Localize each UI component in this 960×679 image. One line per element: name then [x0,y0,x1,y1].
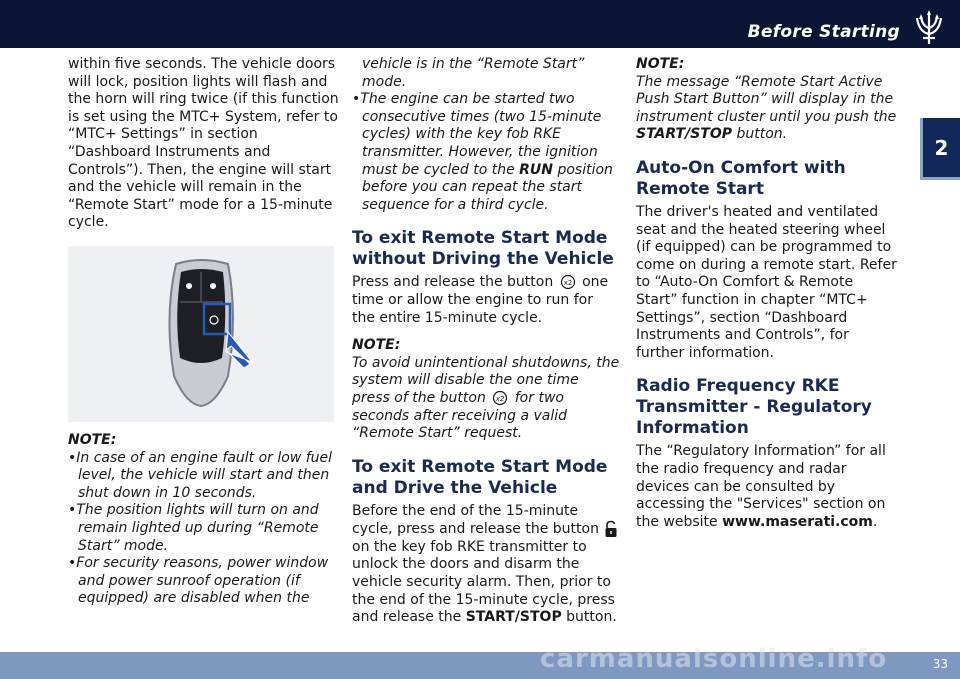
note-active-a: The message “Remote Start Active Push Start Button” will display in the instrument cluster until you push the [636,73,897,125]
exit2-paragraph [352,503,620,627]
note-shutdowns [352,355,620,443]
bullet-engine-fault: • In case of an engine fault or low fuel level, the vehicle will start and then shut down in 10 seconds. [68,450,340,503]
section-title: Before Starting [747,22,900,42]
remote-start-x2-icon [558,274,578,290]
bullet-two-cycles [352,91,620,214]
run-label: RUN [519,161,554,178]
bullet-continuation: vehicle is in the “Remote Start” mode. [362,56,585,90]
heading-exit-without-driving: To exit Remote Start Mode without Driving the Vehicle [352,228,614,270]
maserati-website-link[interactable]: www.maserati.com [722,513,873,530]
watermark: carmanualsonline.info [540,644,888,674]
bullet-security: • For security reasons, power window and power sunroof operation (if equipped) are disabled when the [68,555,340,608]
key-fob-illustration [68,246,334,422]
exit2-text-a: Before the end of the 15-minute cycle, press and release the button [352,502,599,538]
page-number: 33 [932,657,948,671]
note-shutdowns-b: for two seconds after receiving a valid “Remote Start” request. [352,389,568,442]
exit1-text-a: Press and release the button [352,274,554,291]
auto-on-paragraph: The driver's heated and ventilated seat and the heated steering wheel (if equipped) can be programmed to come on during a remote start. Refer to “Auto-On Comfort & Remote Start” function in chapter “MTC+ Settings”, section “Dashboard Instruments and Controls”, for further information. [636,203,897,361]
column-3 [636,56,898,531]
radio-text-a: The “Regulatory Information” for all the radio frequency and radar devices can be consulted by accessing the "Services" section on the website [636,443,886,530]
remote-start-x2-icon [490,390,510,406]
heading-auto-on-comfort: Auto-On Comfort with Remote Start [636,157,846,199]
column-1 [68,56,340,608]
bullet-two-cycles-a: The engine can be started two consecutive times (two 15-minute cycles) with the key fob RKE transmitter. However, the ignition must be cycled to the [360,91,602,178]
maserati-trident-icon [912,8,946,46]
exit2-text-b: on the key fob RKE transmitter to unlock the doors and disarm the vehicle security alarm. Then, prior to the end of the 15-minute cycle, press and release the [352,538,615,626]
radio-text-b: . [872,513,878,530]
note-label-2: NOTE: [352,337,401,354]
note-shutdowns-a: To avoid unintentional shutdowns, the system will disable the one time press of the button [352,354,620,406]
note-active-b: button. [732,126,788,143]
svg-text:x2: x2 [495,394,505,403]
note-label: NOTE: [68,431,117,448]
exit1-text-b: one time or allow the engine to run for the entire 15-minute cycle. [352,274,609,326]
exit2-text-c: button. [561,609,617,626]
start-stop-label: START/STOP [465,609,562,626]
exit1-paragraph [352,274,620,327]
bullet-position-lights: • The position lights will turn on and remain lighted up during “Remote Start” mode. [68,502,340,555]
chapter-tab: 2 [920,118,960,180]
heading-radio-frequency: Radio Frequency RKE Transmitter - Regulatory Information [636,376,872,439]
intro-paragraph: within five seconds. The vehicle doors will lock, position lights will flash and the horn will ring twice (if this function is set using the MTC+ System, refer to “MTC+ Settings” in section “Dashboard Instruments and Controls”). Then, the engine will start and the vehicle will remain in the “Remote Start” mode for a 15-minute cycle. [68,56,339,231]
bullet-two-cycles-b: position before you can repeat the start sequence for a third cycle. [362,161,613,213]
key-fob-image [68,246,334,422]
radio-paragraph [636,443,898,531]
heading-exit-and-drive: To exit Remote Start Mode and Drive the Vehicle [352,456,608,498]
column-2 [352,56,620,627]
note-label-3: NOTE: [636,56,685,72]
svg-text:x2: x2 [563,279,572,288]
unlock-icon [603,520,619,538]
start-stop-label-2: START/STOP [636,126,732,143]
note-remote-start-active [636,74,898,144]
